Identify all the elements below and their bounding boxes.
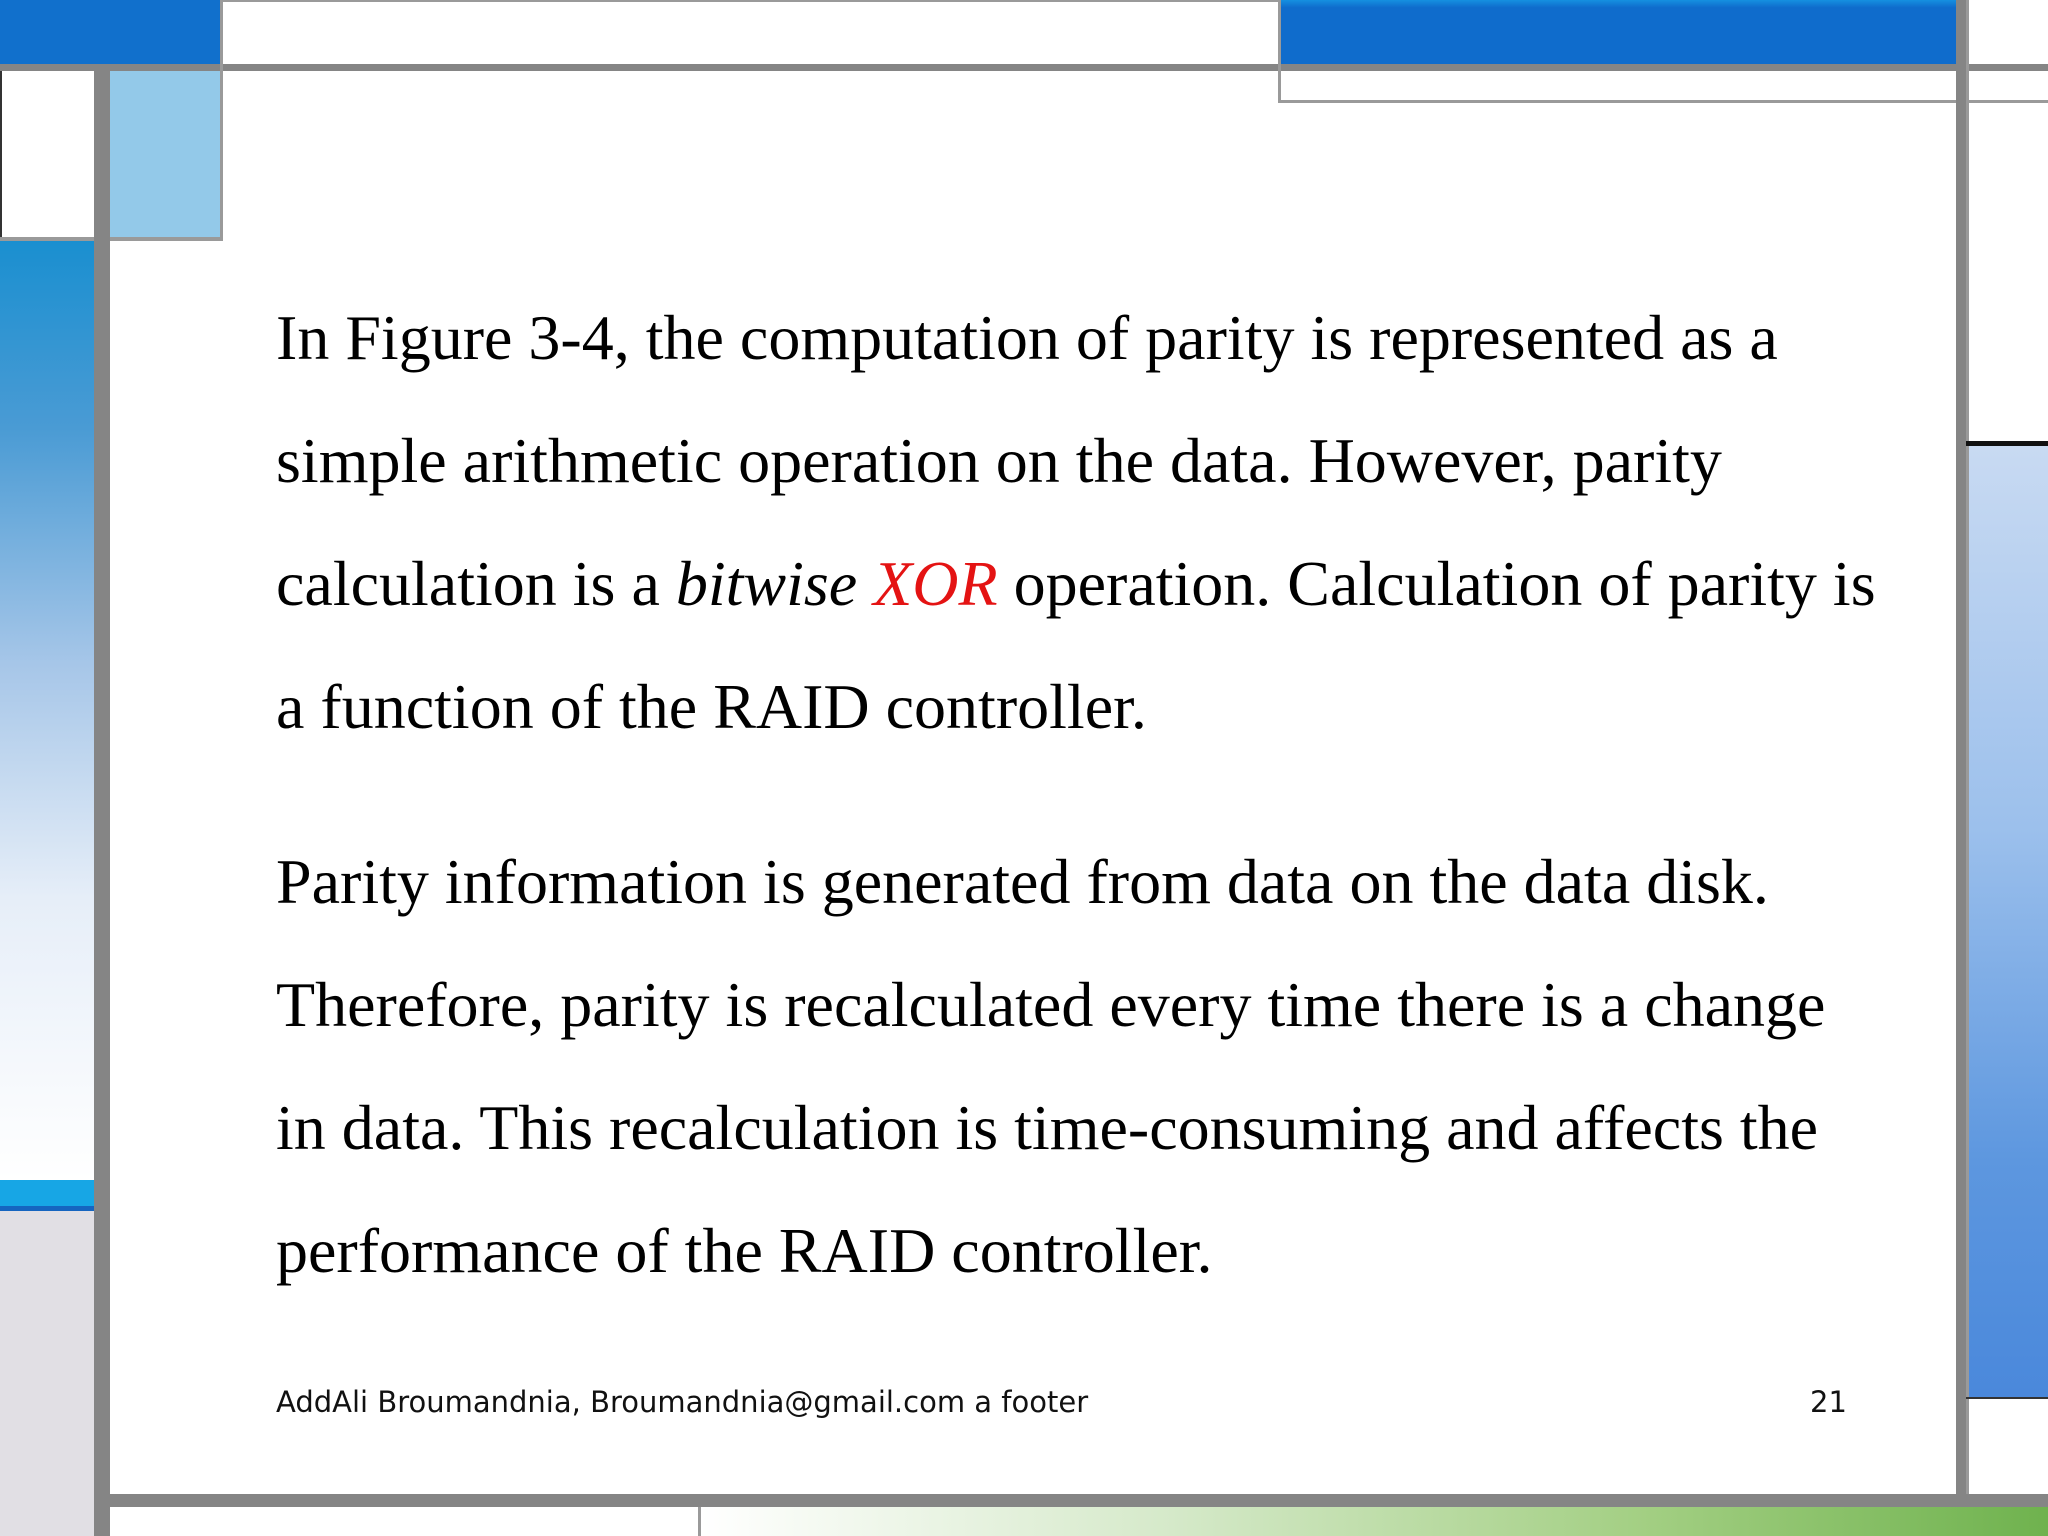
slide-body [276, 276, 1876, 1312]
right-band-bottom-line [1966, 1397, 2048, 1399]
top-border-line [220, 0, 1280, 2]
bottom-horizontal-rule [110, 1494, 2048, 1507]
light-blue-square [110, 71, 220, 237]
bottom-green-bar-left-edge [698, 1507, 701, 1536]
paragraph-1 [276, 276, 1876, 768]
top-right-thin-rule [1278, 100, 2048, 103]
paragraph-2: Parity information is generated from data on the data disk. Therefore, parity is recalculated every time there is a change in data. This recalculation is time-consuming and affects the performance of the RAID controller. [276, 846, 1826, 1286]
paragraph-1-text-a: In Figure 3-4, the computation of parity is represented as a simple arithmetic operation on the data. However, parity calculation is a [276, 302, 1778, 619]
right-gradient-band [1969, 446, 2048, 1399]
top-horizontal-rule [0, 64, 2048, 71]
left-cyan-strip [0, 1180, 94, 1206]
page-number: 21 [1810, 1385, 1847, 1419]
light-blue-square-right-edge [220, 64, 223, 241]
top-small-vertical [220, 0, 223, 64]
top-left-blue-block [0, 0, 220, 64]
bottom-green-gradient-bar [700, 1507, 2048, 1536]
top-right-thin-vertical [1278, 0, 1281, 103]
right-vertical-rule [1956, 0, 1966, 1500]
word-space [857, 548, 873, 619]
top-right-blue-block [1280, 0, 1956, 64]
italic-word-bitwise: bitwise [675, 548, 858, 619]
highlight-word-xor: XOR [873, 548, 998, 619]
left-vertical-rule [94, 71, 110, 1536]
paragraph-1-text-b: operation. Calculation of parity is a function of the RAID controller. [276, 548, 1876, 742]
left-gradient-band [0, 241, 94, 1180]
left-bottom-gray-block [0, 1211, 94, 1536]
footer-text: AddAli Broumandnia, Broumandnia@gmail.com a footer [276, 1385, 1089, 1419]
left-edge-line [0, 71, 2, 237]
